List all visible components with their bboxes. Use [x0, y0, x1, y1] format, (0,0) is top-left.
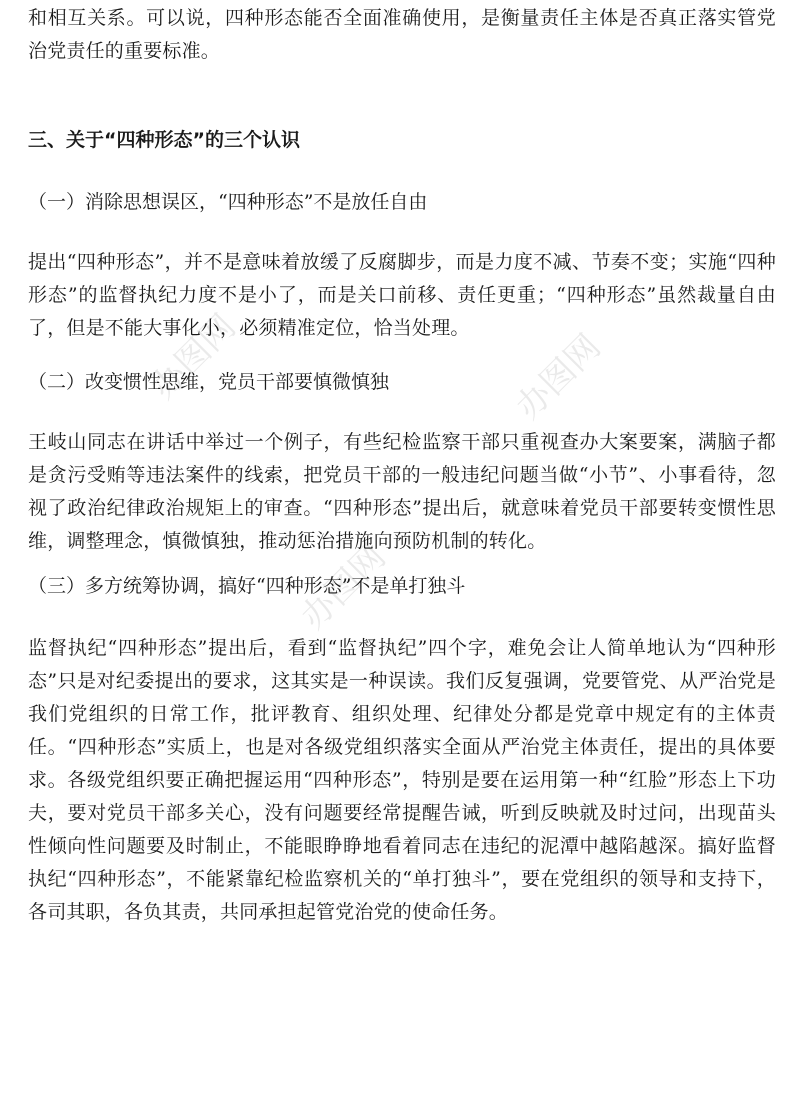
paragraph-1: 提出“四种形态”，并不是意味着放缓了反腐脚步，而是力度不减、节奏不变；实施“四种形态”的监督执纪力度不是小了，而是关口前移、责任更重；“四种形态”虽然裁量自由了，但是不能大事化小，必须精准定位，恰当处理。	[28, 251, 776, 339]
subheading-2: （二）改变惯性思维，党员干部要慎微慎独	[28, 371, 390, 393]
intro-paragraph: 和相互关系。可以说，四种形态能否全面准确使用，是衡量责任主体是否真正落实管党治党责任的重要标准。	[28, 7, 776, 62]
watermark: 办图网	[508, 326, 609, 428]
watermark: 办图网	[143, 306, 244, 408]
paragraph-2: 王岐山同志在讲话中举过一个例子，有些纪检监察干部只重视查办大案要案，满脑子都是贪污受贿等违法案件的线索，把党员干部的一般违纪问题当做“小节”、小事看待，忽视了政治纪律政治规矩上的审查。“四种形态”提出后，就意味着党员干部要转变惯性思维，调整理念，慎微慎独，推动惩治措施向预防机制的转化。	[28, 431, 776, 552]
paragraph-3: 监督执纪“四种形态”提出后，看到“监督执纪”四个字，难免会让人简单地认为“四种形态”只是对纪委提出的要求，这其实是一种误读。我们反复强调，党要管党、从严治党是我们党组织的日常工作，批评教育、组织处理、纪律处分都是党章中规定有的主体责任。“四种形态”实质上，也是对各级党组织落实全面从严治党主体责任，提出的具体要求。各级党组织要正确把握运用“四种形态”，特别是要在运用第一种“红脸”形态上下功夫，要对党员干部多关心，没有问题要经常提醒告诫，听到反映就及时过问，出现苗头性倾向性问题要及时制止，不能眼睁睁地看着同志在违纪的泥潭中越陷越深。搞好监督执纪“四种形态”，不能紧靠纪检监察机关的“单打独斗”，要在党组织的领导和支持下，各司其职，各负其责，共同承担起管党治党的使命任务。	[28, 637, 776, 923]
subheading-3: （三）多方统筹协调，搞好“四种形态”不是单打独斗	[28, 575, 466, 597]
subheading-1: （一）消除思想误区，“四种形态”不是放任自由	[28, 191, 428, 213]
watermark: 办图网	[293, 536, 394, 638]
section-heading: 三、关于“四种形态”的三个认识	[28, 129, 300, 151]
